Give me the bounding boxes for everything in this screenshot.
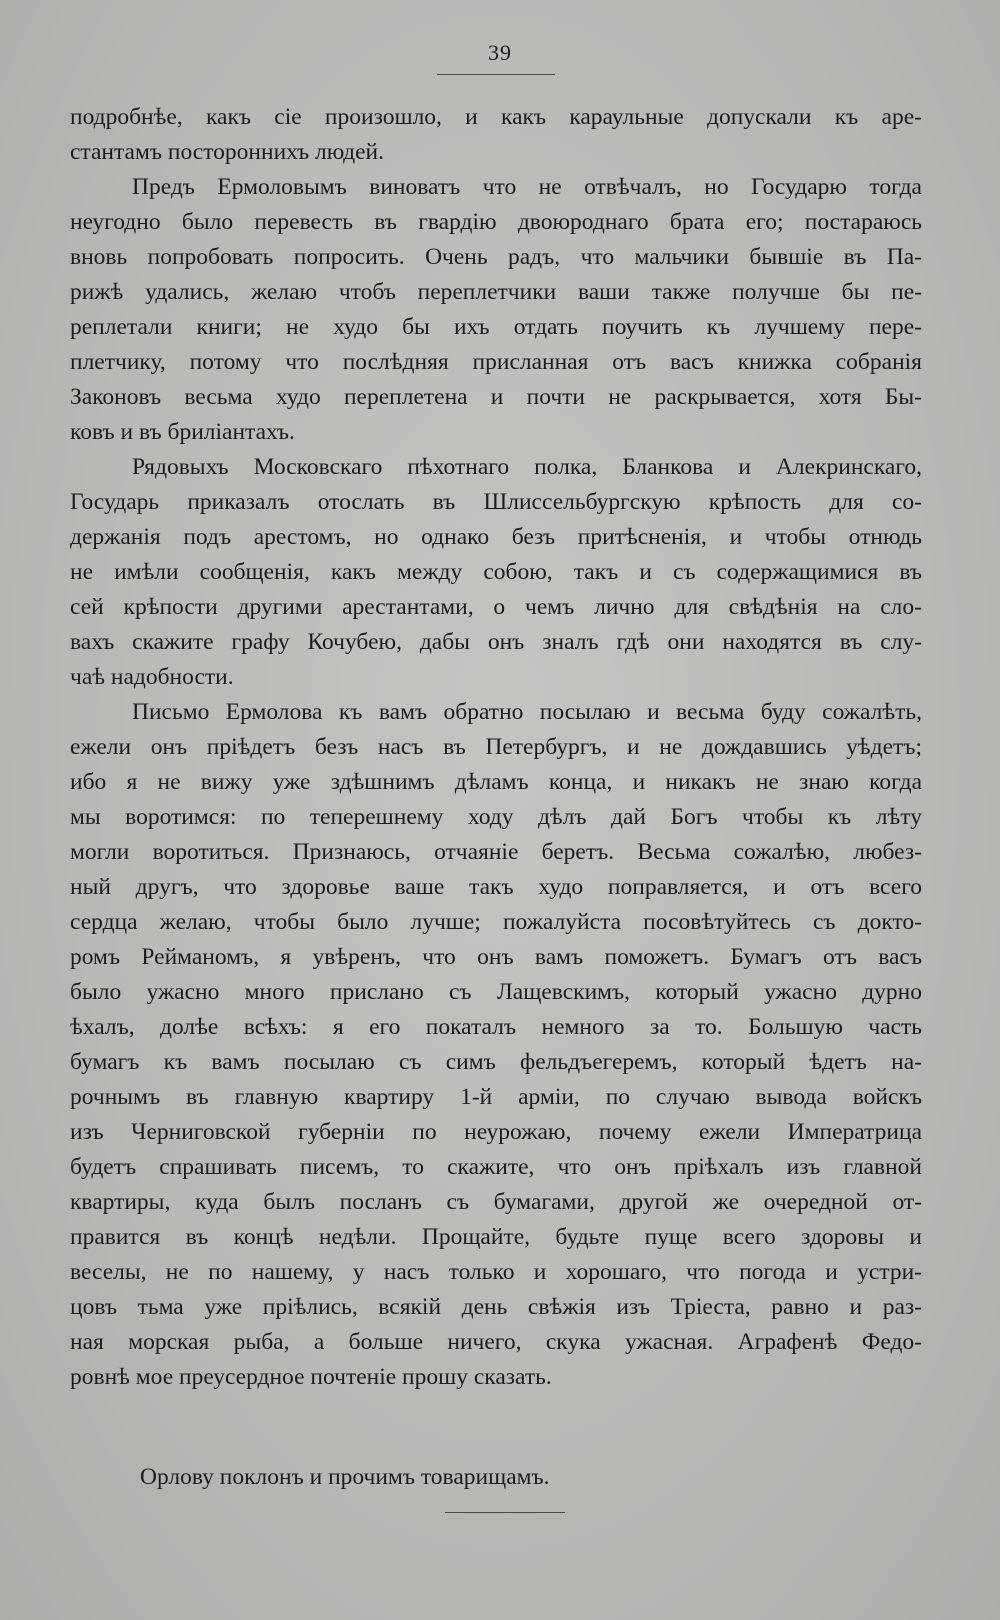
text-line: было ужасно много прислано съ Лащевскимъ, который ужасно дурно	[70, 979, 922, 1005]
text-line: сей крѣпости другими арестантами, о чемъ лично для свѣдѣнія на сло-	[70, 594, 922, 620]
text-line: веселы, не по нашему, у насъ только и хорошаго, что погода и устри-	[70, 1259, 922, 1285]
closing-line: Орлову поклонъ и прочимъ товарищамъ.	[140, 1464, 550, 1490]
text-line: ѣхалъ, долѣе всѣхъ: я его покаталъ немного за то. Большую часть	[70, 1014, 922, 1040]
text-line: подробнѣе, какъ сіе произошло, и какъ караульные допускали къ аре-	[70, 104, 922, 130]
text-line: вахъ скажите графу Кочубею, дабы онъ зналъ гдѣ они находятся въ слу-	[70, 629, 922, 655]
text-line: ибо я не вижу уже здѣшнимъ дѣламъ конца, и никакъ не знаю когда	[70, 769, 922, 795]
text-line: ный другъ, что здоровье ваше такъ худо поправляется, и отъ всего	[70, 874, 922, 900]
text-line: Письмо Ермолова къ вамъ обратно посылаю и весьма буду сожалѣть,	[132, 699, 922, 725]
text-line: Государь приказалъ отослать въ Шлиссельбургскую крѣпость для со-	[70, 489, 922, 515]
text-line: рижѣ удались, желаю чтобъ переплетчики ваши также получше бы пе-	[70, 279, 922, 305]
text-line: ежели онъ пріѣдетъ безъ насъ въ Петербургъ, и не дождавшись уѣдетъ;	[70, 734, 922, 760]
text-line: ромъ Рейманомъ, я увѣренъ, что онъ вамъ поможетъ. Бумагъ отъ васъ	[70, 944, 922, 970]
text-line: держанія подъ арестомъ, но однако безъ притѣсненія, и чтобы отнюдь	[70, 524, 922, 550]
text-line: реплетали книги; не худо бы ихъ отдать поучить къ лучшему пере-	[70, 314, 922, 340]
text-line: квартиры, куда былъ посланъ съ бумагами, другой же очередной от-	[70, 1189, 922, 1215]
text-line: Предъ Ермоловымъ виноватъ что не отвѣчалъ, но Государю тогда	[132, 174, 922, 200]
text-line: бумагъ къ вамъ посылаю съ симъ фельдъегеремъ, который ѣдетъ на-	[70, 1049, 922, 1075]
text-line: будетъ спрашивать писемъ, то скажите, что онъ пріѣхалъ изъ главной	[70, 1154, 922, 1180]
text-line: не имѣли сообщенія, какъ между собою, такъ и съ содержащимися въ	[70, 559, 922, 585]
text-line: сердца желаю, чтобы было лучше; пожалуйста посовѣтуйтесь съ докто-	[70, 909, 922, 935]
text-line: стантамъ постороннихъ людей.	[70, 139, 384, 165]
text-line: могли воротиться. Признаюсь, отчаяніе беретъ. Весьма сожалѣю, любез-	[70, 839, 922, 865]
text-line: цовъ тьма уже пріѣлись, всякій день свѣжія изъ Тріеста, равно и раз-	[70, 1294, 922, 1320]
text-line: мы воротимся: по теперешнему ходу дѣлъ дай Богъ чтобы къ лѣту	[70, 804, 922, 830]
text-line: чаѣ надобности.	[70, 664, 234, 690]
text-line: Рядовыхъ Московскаго пѣхотнаго полка, Бланкова и Алекринскаго,	[132, 454, 922, 480]
text-line: неугодно было перевесть въ гвардію двоюроднаго брата его; постараюсь	[70, 209, 922, 235]
text-line: вновь попробовать попросить. Очень радъ, что мальчики бывшіе въ Па-	[70, 244, 922, 270]
text-line: ровнѣ мое преусердное почтеніе прошу сказать.	[70, 1364, 552, 1390]
text-line: рочнымъ въ главную квартиру 1-й арміи, по случаю вывода войскъ	[70, 1084, 922, 1110]
header-rule	[437, 74, 555, 75]
page-number: 39	[488, 40, 512, 65]
text-line: Законовъ весьма худо переплетена и почти не раскрывается, хотя Бы-	[70, 384, 922, 410]
text-line: ковъ и въ бриліантахъ.	[70, 419, 295, 445]
text-line: правится въ концѣ недѣли. Прощайте, будьте пуще всего здоровы и	[70, 1224, 922, 1250]
end-rule	[445, 1512, 565, 1513]
text-line: плетчику, потому что послѣдняя присланная отъ васъ книжка собранія	[70, 349, 922, 375]
text-line: изъ Черниговской губерніи по неурожаю, почему ежели Императрица	[70, 1119, 922, 1145]
letter-body	[70, 100, 922, 1395]
text-line: ная морская рыба, а больше ничего, скука ужасная. Аграфенѣ Федо-	[70, 1329, 922, 1355]
